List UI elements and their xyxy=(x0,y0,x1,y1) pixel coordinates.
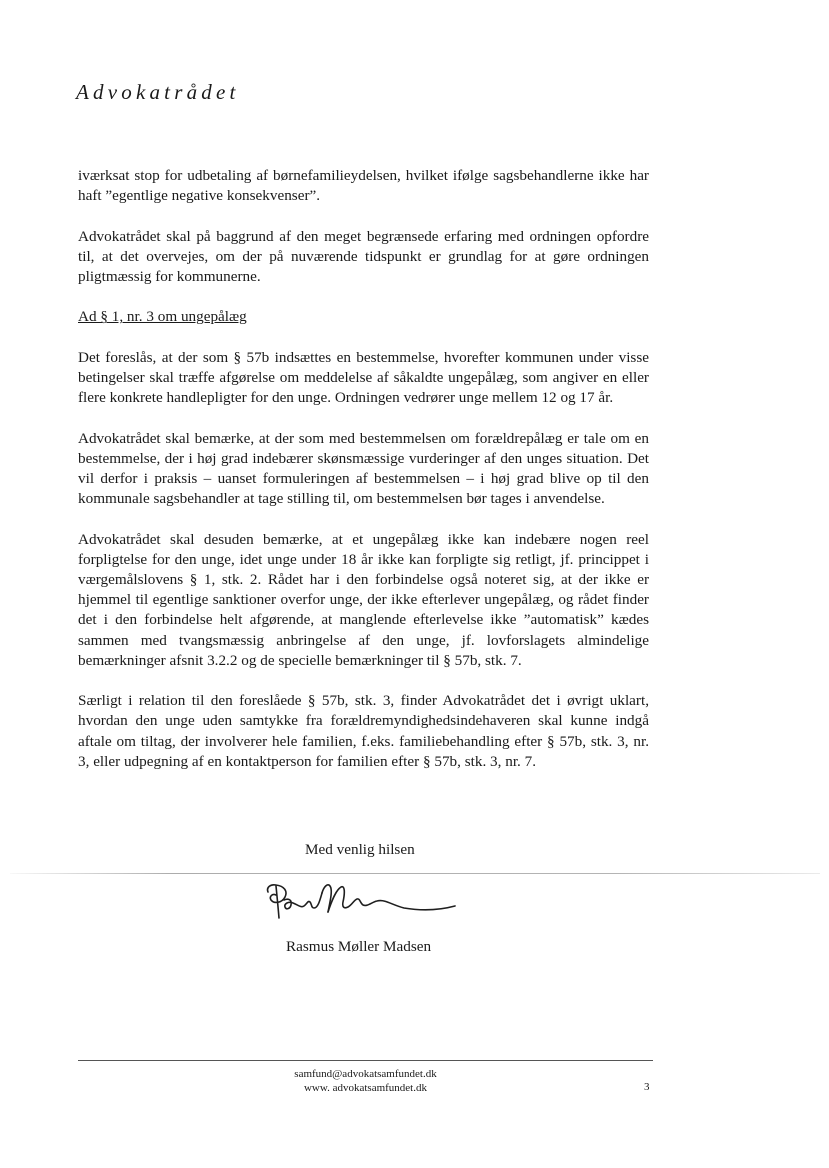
signer-name: Rasmus Møller Madsen xyxy=(286,938,432,955)
paragraph-1: iværksat stop for udbetaling af børnefamilieydelsen, hvilket ifølge sagsbehandlerne ikke har haft ”egentlige negative konsekvenser”. xyxy=(78,167,649,205)
paragraph-2: Advokatrådet skal på baggrund af den meget begrænsede erfaring med ordningen opfordre til, at det overvejes, om der på nuværende tidspunkt er grundlag for at gøre ordningen pligtmæssig for kommunerne. xyxy=(78,227,649,285)
closing-greeting: Med venlig hilsen xyxy=(305,841,415,858)
footer-website: www. advokatsamfundet.dk xyxy=(303,1082,427,1094)
letter-body xyxy=(78,166,649,792)
paragraph-4: Advokatrådet skal bemærke, at der som med bestemmelsen om forældrepålæg er tale om en bestemmelse, der i høj grad indebærer skønsmæssige vurderinger af den unges situation. Det vil derfor i praksis – uanset formuleringen af bestemmelsen – i høj grad blive op til den kommunale sagsbehandler at tage stilling til, om bestemmelsen bør tages i anvendelse. xyxy=(78,429,649,508)
paragraph-3: Det foreslås, at der som § 57b indsættes en bestemmelse, hvorefter kommunen under visse betingelser skal træffe afgørelse om meddelelse af såkaldte ungepålæg, som angiver en eller flere konkrete handlepligter for den unge. Ordningen vedrører unge mellem 12 og 17 år. xyxy=(78,348,649,407)
section-heading: Ad § 1, nr. 3 om ungepålæg xyxy=(78,308,247,326)
paragraph-5: Advokatrådet skal desuden bemærke, at et ungepålæg ikke kan indebære nogen reel forpligtelse for den unge, idet unge under 18 år ikke kan forpligte sig retligt, jf. princippet i værgemålslovens § 1, stk. 2. Rådet har i den forbindelse også noteret sig, at der ikke er hjemmel til egentlige sanktioner overfor unge, der ikke efterlever ungepålæg, og rådet finder det i den forbindelse helt afgørende, at manglende efterlevelse ikke ”automatisk” kædes sammen med tvangsmæssig anbringelse af den unge, jf. lovforslagets almindelige bemærkninger afsnit 3.2.2 og de specielle bemærkninger til § 57b, stk. 7. xyxy=(78,530,649,669)
letterhead-title: Advokatrådet xyxy=(76,80,240,104)
footer-contact xyxy=(78,1067,653,1095)
handwritten-signature xyxy=(262,878,462,928)
footer-divider xyxy=(78,1060,653,1061)
footer-email: samfund@advokatsamfundet.dk xyxy=(294,1068,437,1080)
paragraph-6: Særligt i relation til den foreslåede § 57b, stk. 3, finder Advokatrådet det i øvrigt uklart, hvordan den unge uden samtykke fra forældremyndighedsindehaveren skal kunne indgå aftale om tiltag, der involverer hele familien, f.eks. familiebehandling efter § 57b, stk. 3, nr. 3, eller udpegning af en kontaktperson for familien efter § 57b, stk. 3, nr. 7. xyxy=(78,692,649,770)
scan-artifact-line xyxy=(10,873,820,874)
page-number: 3 xyxy=(644,1081,650,1093)
